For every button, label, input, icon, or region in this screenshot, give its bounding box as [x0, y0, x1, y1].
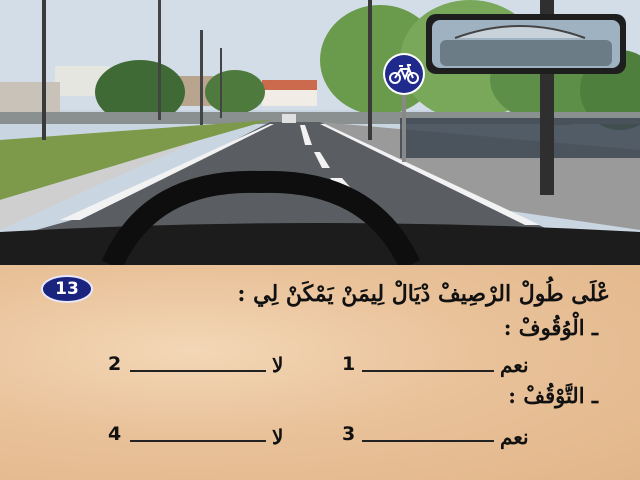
option-4-answer-line[interactable] [130, 440, 266, 442]
option-1-answer-line[interactable] [362, 370, 494, 372]
option-1-answer: نعم [500, 353, 529, 377]
option-3-answer: نعم [500, 425, 529, 449]
option-1-number[interactable]: 1 [342, 353, 356, 375]
section-label-parking: ـ الْوُقُوفْ : [503, 315, 598, 340]
section-label-stopping: ـ التَّوْقُفْ : [508, 383, 598, 408]
question-panel [0, 265, 640, 480]
option-2-answer: لا [272, 353, 284, 377]
bicycle-road-sign [382, 52, 426, 96]
option-3-answer-line[interactable] [362, 440, 494, 442]
question-text: عْلَى طُولْ الرْصِيفْ دْيَالْ لِيمَنْ يَمْكَنْ لِي : [237, 281, 610, 307]
option-4-answer: لا [272, 425, 284, 449]
option-2-number[interactable]: 2 [108, 353, 122, 375]
option-4-number[interactable]: 4 [108, 423, 122, 445]
option-3-number[interactable]: 3 [342, 423, 356, 445]
option-2-answer-line[interactable] [130, 370, 266, 372]
question-number-badge: 13 [41, 275, 93, 303]
